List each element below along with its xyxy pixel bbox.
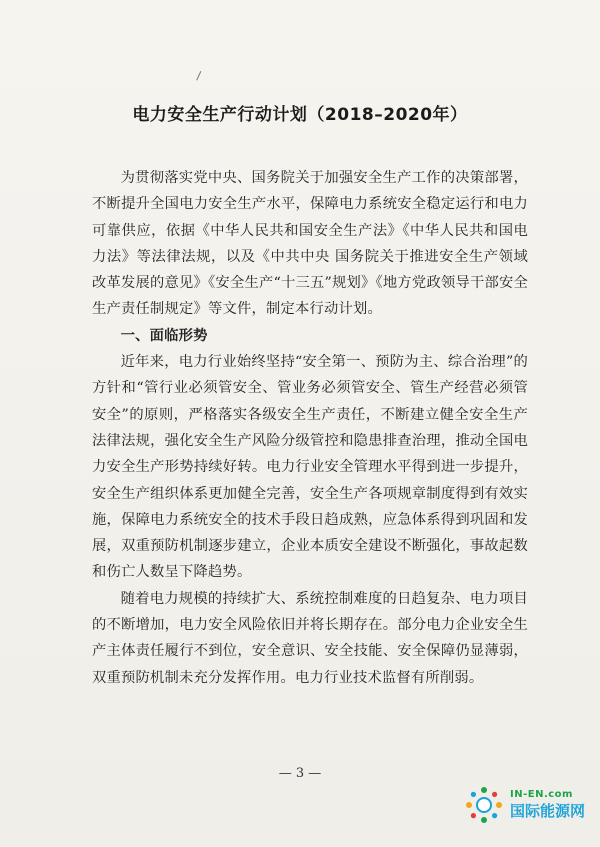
document-title: 电力安全生产行动计划（2018–2020年） xyxy=(132,105,468,125)
watermark-name: 国际能源网 xyxy=(510,802,586,820)
section-heading: 一、面临形势 xyxy=(120,327,208,344)
document-body xyxy=(92,165,528,691)
section-paragraph-2: 随着电力规模的持续扩大、系统控制难度的日趋复杂、电力项目的不断增加，电力安全风险依旧并将长期存在。部分电力企业安全生产主体责任履行不到位，安全意识、安全技能、安全保障仍显薄弱，双重预防机制未充分发挥作用。电力行业技术监督有所削弱。 xyxy=(92,590,528,686)
site-watermark xyxy=(462,775,592,835)
section-paragraph-1: 近年来，电力行业始终坚持“安全第一、预防为主、综合治理”的方针和“管行业必须管安全、管业务必须管安全、管生产经营必须管安全”的原则，严格落实各级安全生产责任，不断建立健全安全生产法律法规，强化安全生产风险分级管控和隐患排查治理，推动全国电力安全生产形势持续好转。电力行业安全管理水平得到进一步提升，安全生产组织体系更加健全完善，安全生产各项规章制度得到有效实施，保障电力系统安全的技术手段日趋成熟，应急体系得到巩固和发展，双重预防机制逐步建立，企业本质安全建设不断强化，事故起数和伤亡人数呈下降趋势。 xyxy=(92,354,528,581)
watermark-site: IN-EN.com xyxy=(510,789,573,800)
intro-paragraph: 为贯彻落实党中央、国务院关于加强安全生产工作的决策部署，不断提升全国电力安全生产水平，保障电力系统安全稳定运行和电力可靠供应，依据《中华人民共和国安全生产法》《中华人民共和国电力法》等法律法规，以及《中共中央 国务院关于推进安全生产领域改革发展的意见》《安全生产“十三五”规划》《地方党政领导干部安全生产责任制规定》等文件，制定本行动计划。 xyxy=(92,170,528,318)
scan-mark xyxy=(196,71,207,83)
sun-logo-icon xyxy=(462,783,506,827)
page-number: — 3 — xyxy=(278,766,322,781)
